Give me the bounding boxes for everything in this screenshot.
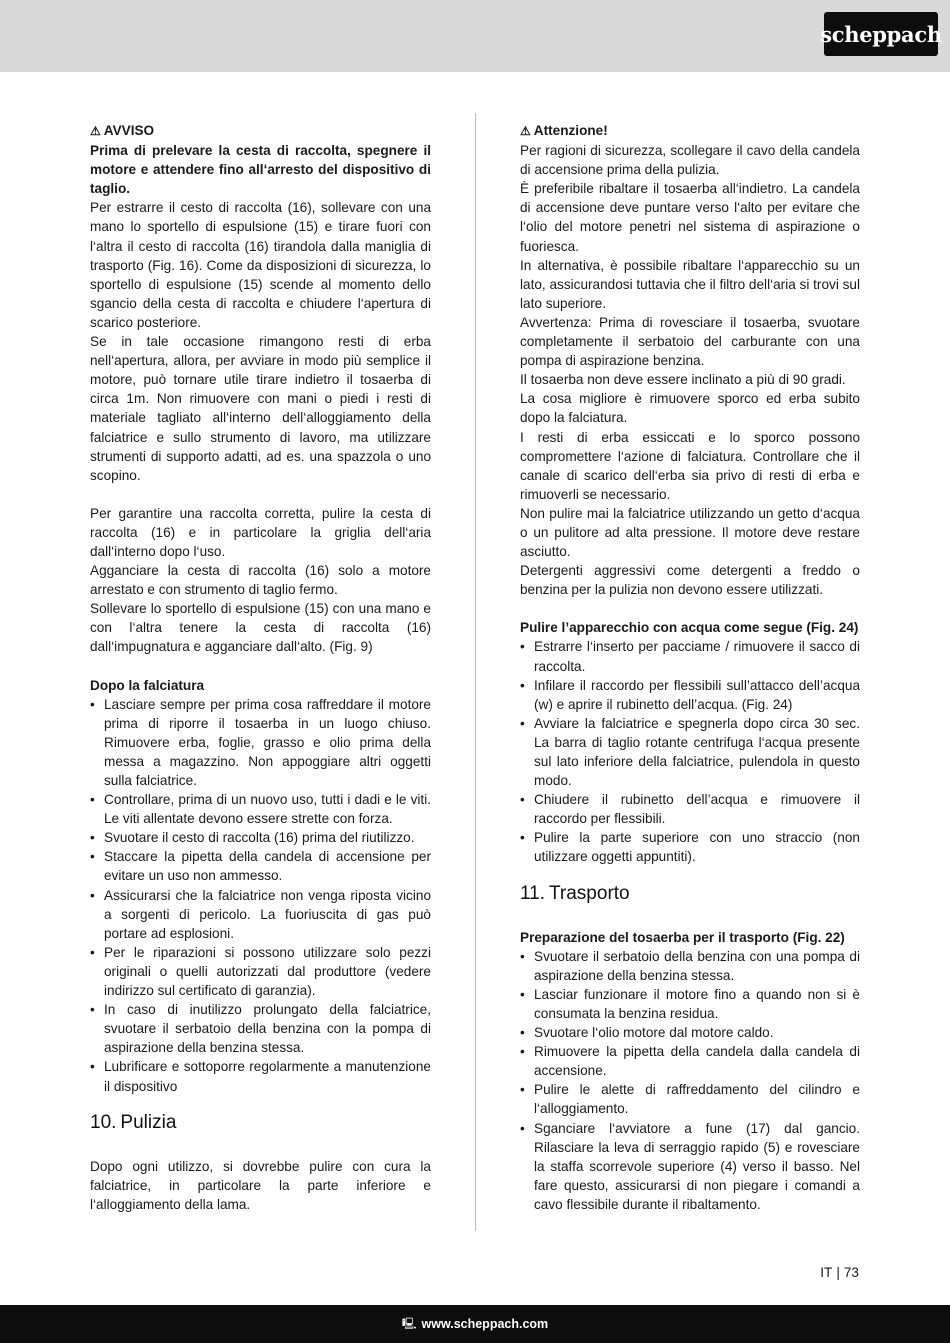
warning-triangle-icon: ⚠: [520, 124, 531, 138]
water-cleaning-heading: Pulire l’apparecchio con acqua come segue (Fig. 24): [520, 620, 859, 636]
paragraph: Il tosaerba non deve essere inclinato a più di 90 gradi.: [520, 372, 846, 388]
list-item: • Svuotare il cesto di raccolta (16) prima del riutilizzo.: [90, 828, 431, 847]
footer-bar: [0, 1305, 950, 1343]
column-divider: [475, 113, 476, 1231]
transport-list: [520, 947, 860, 1214]
paragraph: Sollevare lo sportello di espulsione (15) con una mano e con l‘altra tenere la cesta di raccolta (16) dall‘impugnatura e agganciare dall‘alto. (Fig. 9): [90, 601, 431, 655]
website-link[interactable]: www.scheppach.com: [421, 1317, 549, 1331]
list-item: • Controllare, prima di un nuovo uso, tutti i dadi e le viti. Le viti allentate devono essere strette con forza.: [90, 790, 431, 828]
attention-heading: ⚠ Attenzione!: [520, 121, 860, 141]
warning-heading: ⚠ AVVISO: [90, 121, 431, 141]
header-bar: [0, 0, 950, 72]
paragraph: La cosa migliore è rimuovere sporco ed erba subito dopo la falciatura.: [520, 391, 860, 426]
paragraph: Avvertenza: Prima di rovesciare il tosaerba, svuotare completamente il serbatoio del carburante con una pompa di aspirazione benzina.: [520, 314, 860, 369]
list-item: • Chiudere il rubinetto dell’acqua e rimuovere il raccordo per flessibili.: [520, 790, 860, 828]
page-number: IT | 73: [820, 1265, 859, 1280]
list-item: • In caso di inutilizzo prolungato della falciatrice, svuotare il serbatoio della benzina con la pompa di aspirazione della benzina stessa.: [90, 1000, 431, 1057]
list-item: • Pulire la parte superiore con uno straccio (non utilizzare oggetti appuntiti).: [520, 828, 860, 866]
list-item: • Lasciare sempre per prima cosa raffreddare il motore prima di riporre il tosaerba in un luogo chiuso. Rimuovere erba, foglie, grasso e olio prima della messa a magazzino. Non appoggiare altri oggetti sulla falciatrice.: [90, 695, 431, 790]
list-item: • Sganciare l‘avviatore a fune (17) dal gancio. Rilasciare la leva di serraggio rapido (5) e rovesciare la staffa scorrevole superiore (4) verso il basso. Nel fare questo, assicurarsi di non piegare i comandi a cavo flessibile durante il ribaltamento.: [520, 1119, 860, 1214]
list-item: • Staccare la pipetta della candela di accensione per evitare un uso non ammesso.: [90, 847, 431, 885]
section-heading-10: 10. Pulizia: [90, 1111, 177, 1133]
paragraph: Detergenti aggressivi come detergenti a freddo o benzina per la pulizia non devono essere utilizzati.: [520, 563, 860, 598]
transport-heading: Preparazione del tosaerba per il trasporto (Fig. 22): [520, 929, 845, 945]
paragraph: In alternativa, è possibile ribaltare l‘apparecchio su un lato, assicurandosi tuttavia che il filtro dell‘aria si trovi sul lato superiore.: [520, 257, 860, 311]
right-column: [520, 121, 860, 1214]
after-mowing-heading: Dopo la falciatura: [90, 677, 205, 693]
paragraph: Per ragioni di sicurezza, scollegare il cavo della candela di accensione prima della pulizia.: [520, 143, 860, 178]
paragraph: I resti di erba essiccati e lo sporco possono compromettere l‘azione di falciatura. Controllare che il canale di scarico dell‘erba sia privo di resti di erba e rimuoverli se necessario.: [520, 429, 860, 502]
paragraph: Per garantire una raccolta corretta, pulire la cesta di raccolta (16) e in particolare la griglia dell‘aria dall‘interno dopo l‘uso.: [90, 505, 431, 559]
warning-text: Prima di prelevare la cesta di raccolta, spegnere il motore e attendere fino all‘arresto del dispositivo di taglio.: [90, 143, 431, 197]
paragraph: Non pulire mai la falciatrice utilizzando un getto d‘acqua o un pulitore ad alta pressione. Il motore deve restare asciutto.: [520, 505, 860, 560]
list-item: • Per le riparazioni si possono utilizzare solo pezzi originali o quelli autorizzati dal produttore (vedere indirizzo sul certificato di garanzia).: [90, 943, 431, 1000]
list-item: • Lasciar funzionare il motore fino a quando non si è consumata la benzina residua.: [520, 985, 860, 1023]
list-item: • Infilare il raccordo per flessibili sull’attacco dell’acqua (w) e aprire il rubinetto dell’acqua. (Fig. 24): [520, 676, 860, 714]
list-item: • Avviare la falciatrice e spegnerla dopo circa 30 sec. La barra di taglio rotante centrifuga l‘acqua presente sul lato inferiore della falciatrice, pulendola in questo modo.: [520, 714, 860, 790]
list-item: • Assicurarsi che la falciatrice non venga riposta vicino a sorgenti di pericolo. La fuoriuscita di gas può portare ad esplosioni.: [90, 886, 431, 943]
list-item: • Rimuovere la pipetta della candela dalla candela di accensione.: [520, 1042, 860, 1080]
paragraph: Per estrarre il cesto di raccolta (16), sollevare con una mano lo sportello di espulsione (15) e tirare fuori con l‘altra il cesto di raccolta (16) tirandola dalla maniglia di trasporto (Fig. 16). Come da disposizioni di sicurezza, lo sportello di espulsione (15) scende al momento dello sgancio della cesta di raccolta e chiudere l‘apertura di scarico posteriore.: [90, 200, 431, 330]
warning-triangle-icon: ⚠: [90, 124, 101, 138]
paragraph: Se in tale occasione rimangono resti di erba nell‘apertura, allora, per avviare in modo più semplice il motore, può tornare utile tirare indietro il tosaerba di circa 1m. Non rimuovere con mani o piedi i resti di materiale tagliato all‘interno dell‘alloggiamento della falciatrice e sullo strumento di lavoro, ma utilizzare strumenti di supporto adatti, ad es. una spazzola o uno scopino.: [90, 334, 431, 483]
paragraph: Dopo ogni utilizzo, si dovrebbe pulire con cura la falciatrice, in particolare la parte inferiore e l‘alloggiamento della lama.: [90, 1158, 431, 1212]
paragraph: È preferibile ribaltare il tosaerba all‘indietro. La candela di accensione deve puntare verso l‘alto per evitare che l‘olio del motore penetri nel sistema di aspirazione o fuoriesca.: [520, 181, 860, 254]
monitor-icon: 🖳: [401, 1317, 417, 1330]
brand-logo: scheppach: [824, 12, 938, 56]
after-mowing-list: [90, 695, 431, 1096]
list-item: • Estrarre l‘inserto per pacciame / rimuovere il sacco di raccolta.: [520, 637, 860, 675]
left-column: [90, 121, 431, 1214]
water-cleaning-list: [520, 637, 860, 866]
list-item: • Svuotare l‘olio motore dal motore caldo.: [520, 1023, 860, 1042]
section-heading-11: 11. Trasporto: [520, 882, 630, 904]
list-item: • Pulire le alette di raffreddamento del cilindro e l‘alloggiamento.: [520, 1080, 860, 1118]
paragraph: Agganciare la cesta di raccolta (16) solo a motore arrestato e con strumento di taglio fermo.: [90, 563, 431, 598]
list-item: • Lubrificare e sottoporre regolarmente a manutenzione il dispositivo: [90, 1057, 431, 1095]
list-item: • Svuotare il serbatoio della benzina con una pompa di aspirazione della benzina stessa.: [520, 947, 860, 985]
